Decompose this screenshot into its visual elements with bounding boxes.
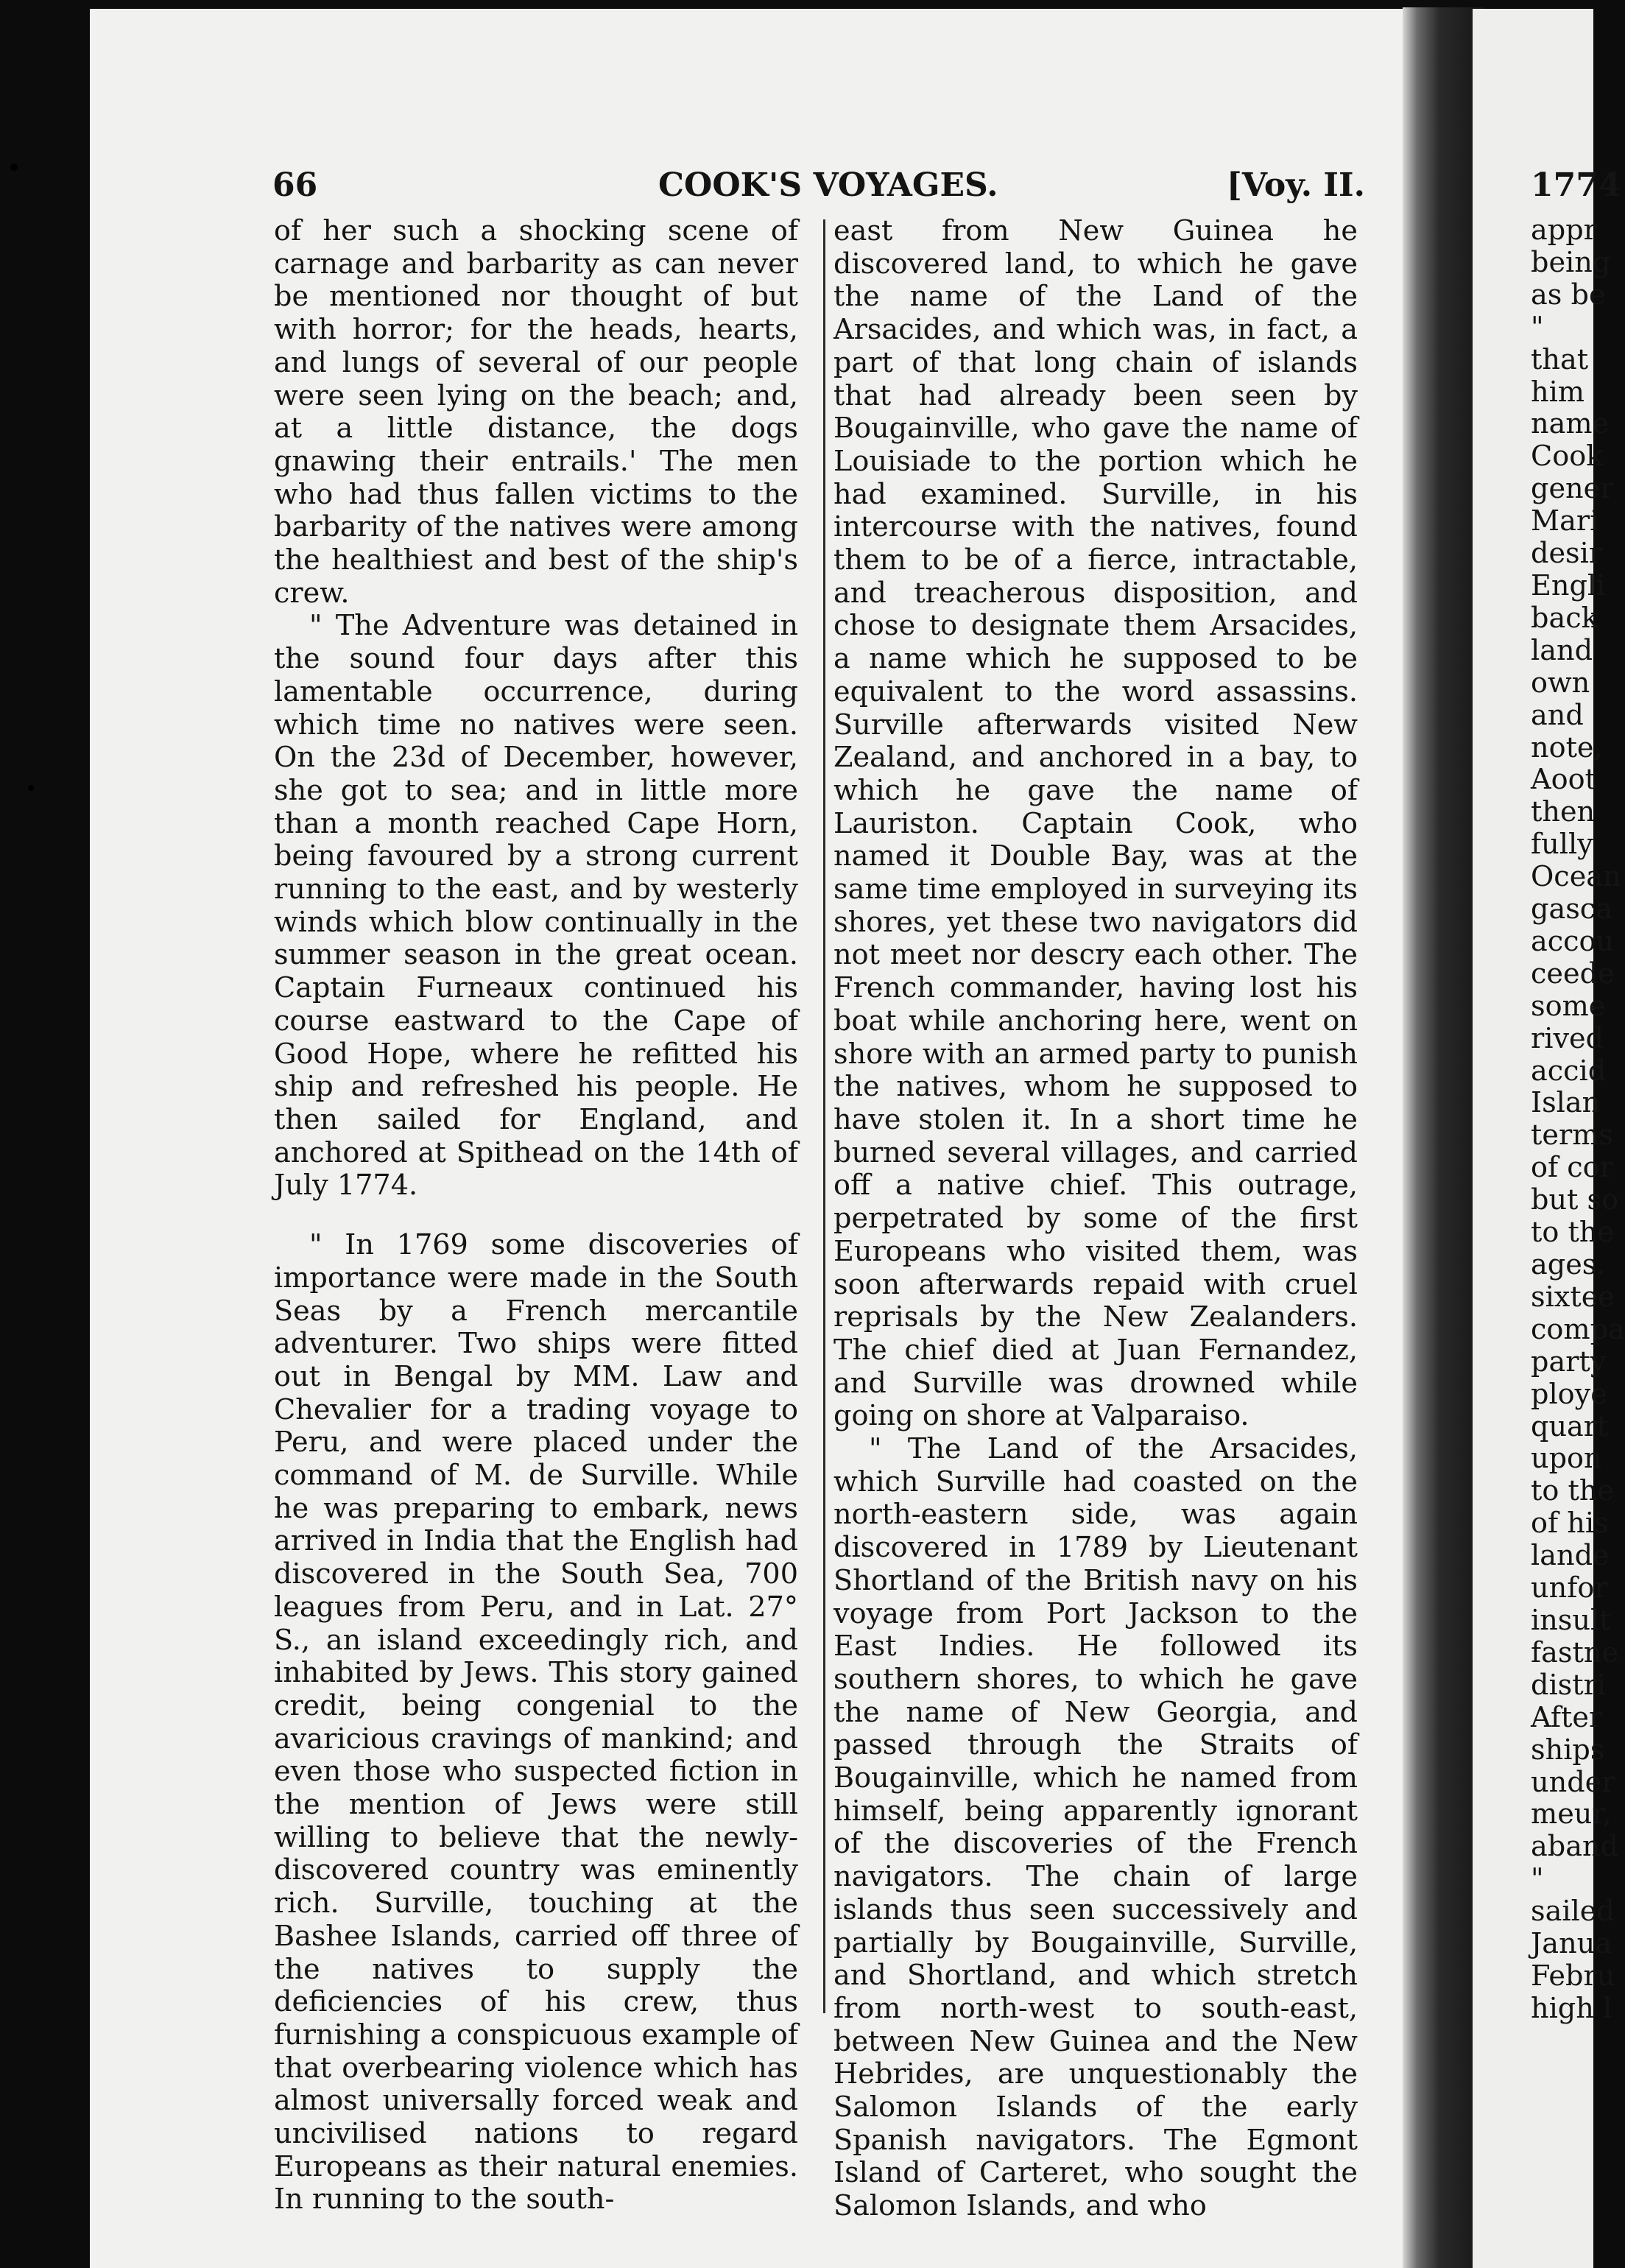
next-page-line-fragments (1531, 214, 1625, 2026)
next-page-line-fragment: ploye (1531, 1378, 1607, 1411)
next-page-line-fragment: distri (1531, 1669, 1607, 1702)
next-page-line-fragment: own (1531, 666, 1590, 700)
next-page-line-fragment: under (1531, 1766, 1615, 1799)
next-page-line-fragment: being (1531, 246, 1611, 279)
next-page-line-fragment: Cook (1531, 440, 1604, 473)
next-page-line-fragment: back (1531, 602, 1598, 635)
next-page-line-fragment: sailed (1531, 1895, 1615, 1929)
next-page-line-fragment: appr (1531, 214, 1597, 247)
section-label: [Voy. II. (1227, 166, 1365, 204)
next-page-line-fragment: meur, (1531, 1798, 1612, 1831)
scan-speck (28, 785, 34, 791)
next-page-line-fragment: terms (1531, 1119, 1614, 1152)
scan-speck (10, 163, 18, 171)
next-page-line-fragment: party (1531, 1345, 1607, 1378)
column-divider (823, 219, 825, 2013)
paragraph: " The Adventure was detained in the sound four days after this lamentable occurrence, during which time no natives were seen. On the 23d of December, however, she got to sea; and in little more than a month reached Cape Horn, being favoured by a strong current running to the east, and by westerly winds which blow continually in the summer season in the great ocean. Captain Furneaux continued his course eastward to the Cape of Good Hope, where he refitted his ship and refreshed his people. He then sailed for England, and anchored at Spithead on the 14th of July 1774. (274, 610, 798, 1202)
next-page-line-fragment: ages. (1531, 1249, 1606, 1281)
next-page-line-fragment: " (1531, 311, 1544, 344)
next-page-line-fragment: sixtee (1531, 1281, 1615, 1314)
next-page-line-fragment: rived (1531, 1022, 1604, 1055)
next-page-line-fragment: gener (1531, 473, 1614, 506)
next-page-line-fragment: After (1531, 1701, 1603, 1734)
next-page-line-fragment: upon (1531, 1443, 1602, 1476)
paragraph: of her such a shocking scene of carnage and barbarity as can never be mentioned nor thought of but with horror; for the heads, hearts, and lungs of several of our people were seen lying on the beach; and, at a little distance, the dogs gnawing their entrails.' The men who had thus fallen victims to the barbarity of the natives were among the healthiest and best of the ship's crew. (274, 215, 798, 610)
next-page-line-fragment: note, (1531, 731, 1603, 764)
page-number: 66 (272, 166, 318, 204)
next-page-line-fragment: name (1531, 408, 1610, 441)
paragraph: east from New Guinea he discovered land, to which he gave the name of the Land of the Arsacides, and which was, in fact, a part of that long chain of islands that had already been seen by Bougainville, who gave the name of Louisiade to the portion which he had examined. Surville, in his intercourse with the natives, found them to be of a fierce, intractable, and treacherous disposition, and chose to designate them Arsacides, a name which he supposed to be equivalent to the word assassins. Surville afterwards visited New Zealand, and anchored in a bay, to which he gave the name of Lauriston. Captain Cook, who named it Double Bay, was at the same time employed in surveying its shores, yet these two navigators did not meet nor descry each other. The French commander, having lost his boat while anchoring here, went on shore with an armed party to punish the natives, whom he supposed to have stolen it. In a short time he burned several villages, and carried off a native chief. This outrage, perpetrated by some of the first Europeans who visited them, was soon afterwards repaid with cruel reprisals by the New Zealanders. The chief died at Juan Fernandez, and Surville was drowned while going on shore at Valparaiso. (833, 215, 1358, 1433)
next-page-line-fragment: Islan (1531, 1087, 1601, 1120)
next-page-line-fragment: high l (1531, 1992, 1612, 2025)
next-page-line-fragment: but so (1531, 1184, 1619, 1217)
next-page-line-fragment: quart (1531, 1410, 1609, 1443)
next-page-line-fragment: some (1531, 990, 1606, 1023)
next-page-line-fragment: Ocean (1531, 861, 1621, 894)
next-page-line-fragment: that (1531, 343, 1589, 376)
next-page-line-fragment: to the (1531, 1216, 1615, 1250)
next-page-line-fragment: accou (1531, 925, 1615, 958)
next-page-line-fragment: and (1531, 699, 1584, 732)
next-page-line-fragment: aband (1531, 1831, 1619, 1864)
next-page-line-fragment: ships (1531, 1733, 1605, 1767)
next-page-line-fragment: accid (1531, 1054, 1607, 1088)
next-page-line-fragment: of cor (1531, 1152, 1613, 1185)
next-page-line-fragment: Febru (1531, 1959, 1615, 1993)
next-page-header: 1774 (1531, 166, 1621, 204)
next-page-line-fragment: gasca (1531, 893, 1612, 926)
next-page-line-fragment: Janua (1531, 1928, 1612, 1961)
next-page-line-fragment: Mari (1531, 505, 1599, 538)
next-page-line-fragment: desir (1531, 538, 1603, 571)
text-column-right (833, 215, 1358, 2223)
page-gutter-shadow (1403, 7, 1484, 2268)
next-page-line-fragment: lande (1531, 1540, 1610, 1573)
next-page-line-fragment: fastne (1531, 1636, 1619, 1669)
next-page-line-fragment: to the (1531, 1475, 1615, 1508)
running-title: COOK'S VOYAGES. (658, 166, 998, 204)
next-page-line-fragment: compa (1531, 1313, 1625, 1346)
next-page-line-fragment: insult (1531, 1604, 1611, 1637)
next-page-line-fragment: Aoot (1531, 764, 1596, 797)
next-page-line-fragment: unfor (1531, 1572, 1608, 1605)
next-page-line-fragment: then (1531, 796, 1596, 829)
next-page-line-fragment: him (1531, 376, 1585, 409)
next-page-line-fragment: ceede (1531, 957, 1615, 990)
next-page-line-fragment: Engli (1531, 569, 1606, 602)
next-page-line-fragment: fully (1531, 828, 1593, 862)
paragraph: " The Land of the Arsacides, which Surville had coasted on the north-eastern side, was again discovered in 1789 by Lieutenant Shortland of the British navy on his voyage from Port Jackson to the East Indies. He followed its southern shores, to which he gave the name of New Georgia, and passed through the Straits of Bougainville, which he named from himself, being apparently ignorant of the discoveries of the French navigators. The chain of large islands thus seen successively and partially by Bougainville, Surville, and Shortland, and which stretch from north-west to south-east, between New Guinea and the New Hebrides, are unquestionably the Salomon Islands of the early Spanish navigators. The Egmont Island of Carteret, who sought the Salomon Islands, and who (833, 1433, 1358, 2223)
next-page-line-fragment: " (1531, 1863, 1544, 1896)
paragraph: " In 1769 some discoveries of importance were made in the South Seas by a French mercantile adventurer. Two ships were fitted out in Bengal by MM. Law and Chevalier for a trading voyage to Peru, and were placed under the command of M. de Surville. While he was preparing to embark, news arrived in India that the English had discovered in the South Sea, 700 leagues from Peru, and in Lat. 27° S., an island exceedingly rich, and inhabited by Jews. This story gained credit, being congenial to the avaricious cravings of mankind; and even those who suspected fiction in the mention of Jews were still willing to believe that the newly-discovered country was eminently rich. Surville, touching at the Bashee Islands, carried off three of the natives to supply the deficiencies of his crew, thus furnishing a conspicuous example of that overbearing violence which has almost universally forced weak and uncivilised nations to regard Europeans as their natural enemies. In running to the south- (274, 1229, 798, 2216)
next-page-line-fragment: of his (1531, 1507, 1609, 1540)
text-column-left (274, 215, 798, 2216)
next-page-line-fragment: land (1531, 634, 1593, 667)
next-page-line-fragment: as be (1531, 278, 1606, 311)
